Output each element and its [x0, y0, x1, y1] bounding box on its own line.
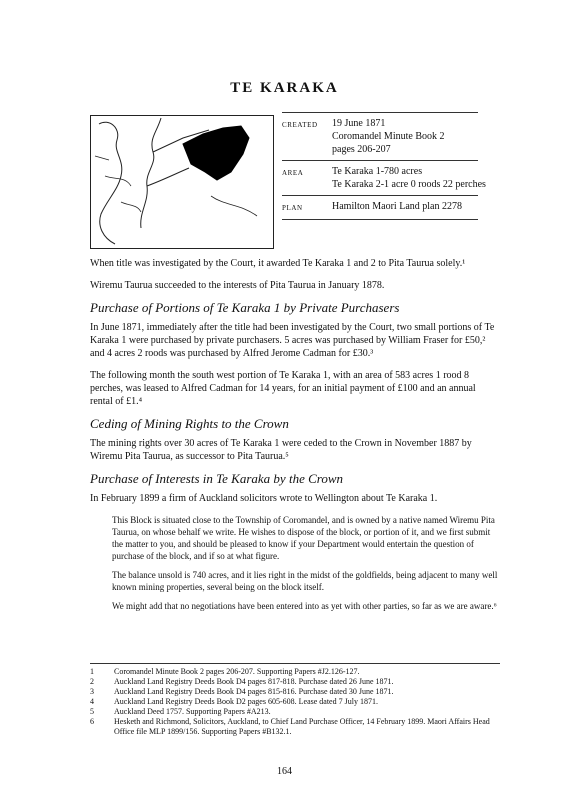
footnote-number: 4	[90, 697, 94, 706]
meta-value: pages 206-207	[332, 144, 391, 155]
location-map	[90, 115, 274, 249]
metadata-table	[282, 112, 486, 220]
meta-row-plan	[282, 196, 478, 220]
footnote-number: 1	[90, 667, 94, 676]
quote-paragraph: We might add that no negotiations have been entered into as yet with other parties, so far as we are aware.⁶	[112, 601, 497, 611]
meta-value: Te Karaka 2-1 acre 0 roods 22 perches	[332, 179, 486, 190]
footnote	[90, 667, 500, 677]
meta-value: Hamilton Maori Land plan 2278	[332, 201, 462, 212]
meta-label: CREATED	[282, 121, 318, 129]
meta-value: 19 June 1871	[332, 118, 386, 129]
intro-paragraph: When title was investigated by the Court, it awarded Te Karaka 1 and 2 to Pita Taurua solely.¹	[90, 258, 466, 269]
footnote-number: 6	[90, 717, 94, 726]
block-quote	[112, 514, 500, 612]
quote-paragraph: The balance unsold is 740 acres, and it lies right in the midst of the goldfields, being adjacent to many well known mining properties, several being on the block itself.	[112, 570, 498, 592]
quote-paragraph: This Block is situated close to the Township of Coromandel, and is owned by a native named Wiremu Pita Taurua, on whose behalf we write. He wishes to dispose of the block, or portion of it, and we first submit the matter to you, and should be pleased to know if your Department would entertain the question of purchase of the block, and if so at what figure.	[112, 515, 495, 561]
footnote-text: Hesketh and Richmond, Solicitors, Auckland, to Chief Land Purchase Officer, 14 February 1899. Maori Affairs Head Office file MLP 1899/156. Supporting Papers #B132.1.	[114, 717, 490, 736]
section-heading: Ceding of Mining Rights to the Crown	[90, 416, 289, 431]
meta-row-area	[282, 161, 486, 196]
page-number: 164	[277, 766, 292, 777]
meta-row-created	[282, 112, 478, 161]
page-title: TE KARAKA	[230, 80, 339, 96]
footnote-text: Auckland Land Registry Deeds Book D2 pages 605-608. Lease dated 7 July 1871.	[114, 697, 378, 706]
footnotes	[90, 663, 500, 737]
footnote-number: 5	[90, 707, 94, 716]
section-heading: Purchase of Portions of Te Karaka 1 by Private Purchasers	[90, 300, 400, 315]
intro-paragraph: Wiremu Taurua succeeded to the interests of Pita Taurua in January 1878.	[90, 280, 385, 291]
section-paragraph: The mining rights over 30 acres of Te Karaka 1 were ceded to the Crown in November 1887 by Wiremu Pita Taurua, as successor to Pita Taurua.⁵	[90, 438, 472, 462]
meta-label: AREA	[282, 169, 304, 177]
body-text	[90, 257, 500, 619]
meta-value: Coromandel Minute Book 2	[332, 131, 445, 142]
footnote-text: Auckland Deed 1757. Supporting Papers #A213.	[114, 707, 271, 716]
footnote	[90, 717, 500, 737]
section-paragraph: In February 1899 a firm of Auckland solicitors wrote to Wellington about Te Karaka 1.	[90, 493, 438, 504]
footnote-text: Auckland Land Registry Deeds Book D4 pages 815-816. Purchase dated 30 June 1871.	[114, 687, 394, 696]
footnote	[90, 697, 500, 707]
map-drawing	[91, 116, 273, 248]
section-paragraph: In June 1871, immediately after the title had been investigated by the Court, two small portions of Te Karaka 1 were purchased by private purchasers. 5 acres was purchased by William Fraser for £50,² and 4 acres 2 roods was purchased by Alfred Jerome Cadman for £30.³	[90, 322, 495, 359]
footnote	[90, 687, 500, 697]
footnote	[90, 707, 500, 717]
footnote-text: Coromandel Minute Book 2 pages 206-207. Supporting Papers #J2.126-127.	[114, 667, 360, 676]
section-heading: Purchase of Interests in Te Karaka by the Crown	[90, 471, 344, 486]
meta-label: PLAN	[282, 204, 303, 212]
section-paragraph: The following month the south west portion of Te Karaka 1, with an area of 583 acres 1 rood 8 perches, was leased to Alfred Cadman for 14 years, for an initial payment of £100 and an annual rental of £1.⁴	[90, 370, 476, 407]
footnote-number: 2	[90, 677, 94, 686]
footnote-text: Auckland Land Registry Deeds Book D4 pages 817-818. Purchase dated 26 June 1871.	[114, 677, 394, 686]
meta-value: Te Karaka 1-780 acres	[332, 166, 423, 177]
footnote	[90, 677, 500, 687]
footnote-number: 3	[90, 687, 94, 696]
